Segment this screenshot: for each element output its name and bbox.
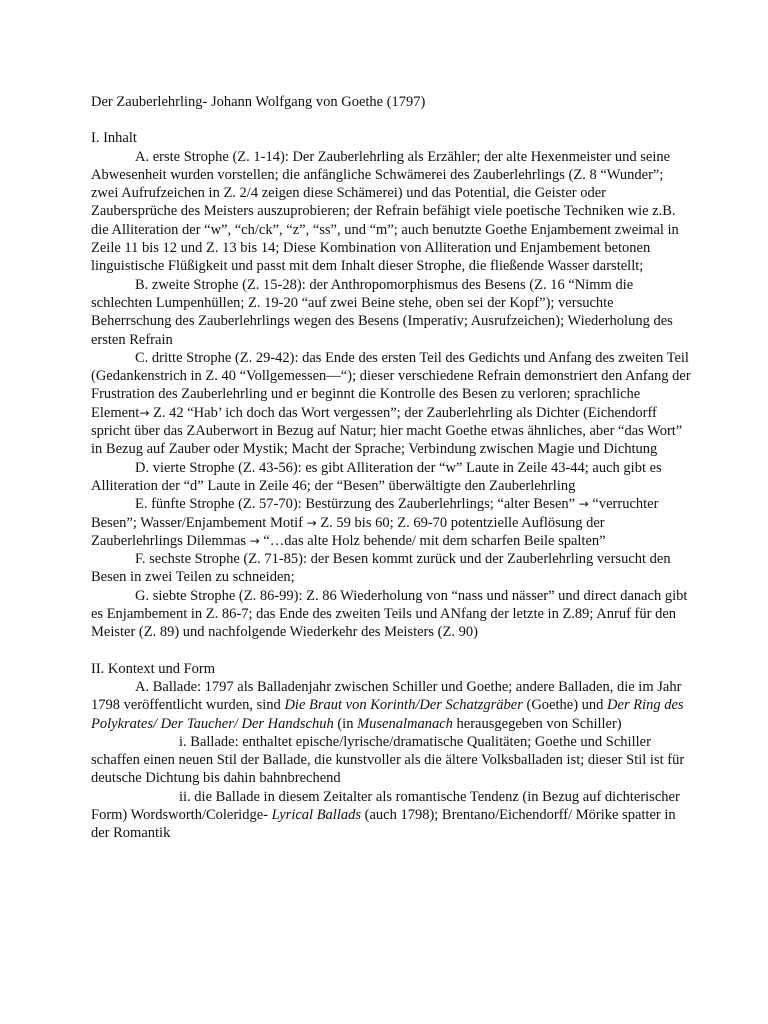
item-strophe-5 (91, 495, 691, 550)
item-strophe-5-text-c: Z. 59 bis 60; Z. 69-70 potentzielle Auflösung der Zauberlehrlings Dilemmas (91, 514, 605, 549)
arrow-icon: → (578, 497, 589, 512)
document-title: Der Zauberlehrling- Johann Wolfgang von Goethe (1797) (91, 94, 426, 110)
item-strophe-3 (91, 349, 691, 459)
section-kontext-form (91, 660, 691, 843)
item-strophe-7: G. siebte Strophe (Z. 86-99): Z. 86 Wiederholung von “nass und nässer” und direct danach gibt es Enjambement in Z. 86-7; das Ende des zweiten Teils und ANfang der letzte in Z.89; Anruf für den Meister (Z. 89) und nachfolgende Wiederkehr des Meisters (Z. 90) (91, 587, 688, 641)
item-ballade-text-b: (Goethe) und (522, 697, 608, 714)
item-ballade-text-d: herausgegeben von Schiller) (452, 715, 622, 732)
subitem-i: i. Ballade: enthaltet epische/lyrische/dramatische Qualitäten; Goethe und Schiller schaffen einen neuen Stil der Ballade, die kunstvoller als die ältere Volksballaden ist; dieser Stil ist für deutsche Dichtung bis dahin bahnbrechend (91, 733, 685, 787)
section-heading-kontext: II. Kontext und Form (91, 660, 216, 677)
subitem-ii-text-b: (auch 1798); Brentano/Eichendorff/ Mörike spatter in der Romantik (91, 806, 676, 842)
item-strophe-6: F. sechste Strophe (Z. 71-85): der Besen kommt zurück und der Zauberlehrling versucht den Besen in zwei Teilen zu schneiden; (91, 551, 671, 586)
section-heading-inhalt: I. Inhalt (91, 130, 137, 147)
italic-title-goethe: Die Braut von Korinth/Der Schatzgräber (284, 697, 523, 714)
item-strophe-5-text-a: E. fünfte Strophe (Z. 57-70): Bestürzung des Zauberlehrlings; “alter Besen” (135, 496, 579, 513)
item-ballade (91, 678, 691, 733)
item-strophe-1: A. erste Strophe (Z. 1-14): Der Zauberlehrling als Erzähler; der alte Hexenmeister und seine Abwesenheit wurden vorstellen; die anfängliche Schwämerei des Zauberlehrlings (Z. 8 “Wunder”; zwei Aufrufzeichen in Z. 2/4 zeigen diese Schämerei) und das Potential, die Geister oder Zaubersprüche des Meisters auszuprobieren; der Refrain befähigt viele poetische Techniken wie z.B. die Alliteration der “w”, “ch/ck”, “z”, “ss”, und “m”; auch benutzte Goethe Enjambement zweimal in Zeile 11 bis 12 und Z. 13 bis 14; Diese Kombination von Alliteration und Enjambement betonen linguistische Flüßigkeit und passt mit dem Inhalt dieser Strophe, die fließende Wasser darstellt; (91, 148, 679, 275)
arrow-icon: → (306, 515, 317, 530)
subitem-ii (91, 788, 691, 843)
arrow-icon: → (249, 533, 260, 548)
item-ballade-text-a: A. Ballade: 1797 als Balladenjahr zwischen Schiller und Goethe; andere Balladen, die im Jahr 1798 veröffentlicht wurden, sind (91, 678, 682, 714)
italic-title-musenalmanach: Musenalmanach (357, 715, 453, 732)
item-strophe-4: D. vierte Strophe (Z. 43-56): es gibt Alliteration der “w” Laute in Zeile 43-44; auch gibt es Alliteration der “d” Laute in Zeile 46; der “Besen” überwältigte den Zauberlehrling (91, 459, 662, 494)
document-page (91, 93, 691, 843)
italic-title-lyrical-ballads: Lyrical Ballads (271, 806, 361, 823)
arrow-icon: → (139, 405, 150, 420)
item-strophe-3-text-a: C. dritte Strophe (Z. 29-42): das Ende des ersten Teil des Gedichts und Anfang des zweiten Teil (Gedankenstrich in Z. 40 “Vollgemessen—“); dieser verschiedene Refrain demonstriert den Anfang der Frustration des Zauberlehrling und er beginnt die Kontrolle des Besen zu verloren; sprachliche Element (91, 349, 691, 421)
section-inhalt (91, 129, 691, 641)
item-strophe-2: B. zweite Strophe (Z. 15-28): der Anthropomorphismus des Besens (Z. 16 “Nimm die schlechten Lumpenhüllen; Z. 19-20 “auf zwei Beine stehe, oben sei der Kopf”); versuchte Beherrschung des Zauberlehrlings wegen des Besens (Imperativ; Ausrufzeichen); Wiederholung des ersten Refrain (91, 276, 673, 348)
item-ballade-text-c: (in (333, 715, 358, 732)
item-strophe-5-text-b: “verruchter Besen”; Wasser/Enjambement Motif (91, 496, 659, 531)
italic-title-schiller: Der Ring des Polykrates/ Der Taucher/ Der Handschuh (91, 697, 684, 732)
item-strophe-3-text-b: Z. 42 “Hab’ ich doch das Wort vergessen”; der Zauberlehrling als Dichter (Eichendorff spricht über das ZAuberwort in Bezug auf Natur; hier macht Goethe etwas ähnliches, aber “das Wort” in Bezug auf Zauber oder Mystik; Macht der Sprache; Verbindung zwischen Magie und Dichtung (91, 404, 683, 458)
subitem-ii-text-a: ii. die Ballade in diesem Zeitalter als romantische Tendenz (in Bezug auf dichterischer Form) Wordsworth/Coleridge- (91, 788, 680, 823)
item-strophe-5-text-d: “…das alte Holz behende/ mit dem scharfen Beile spalten” (259, 532, 606, 549)
